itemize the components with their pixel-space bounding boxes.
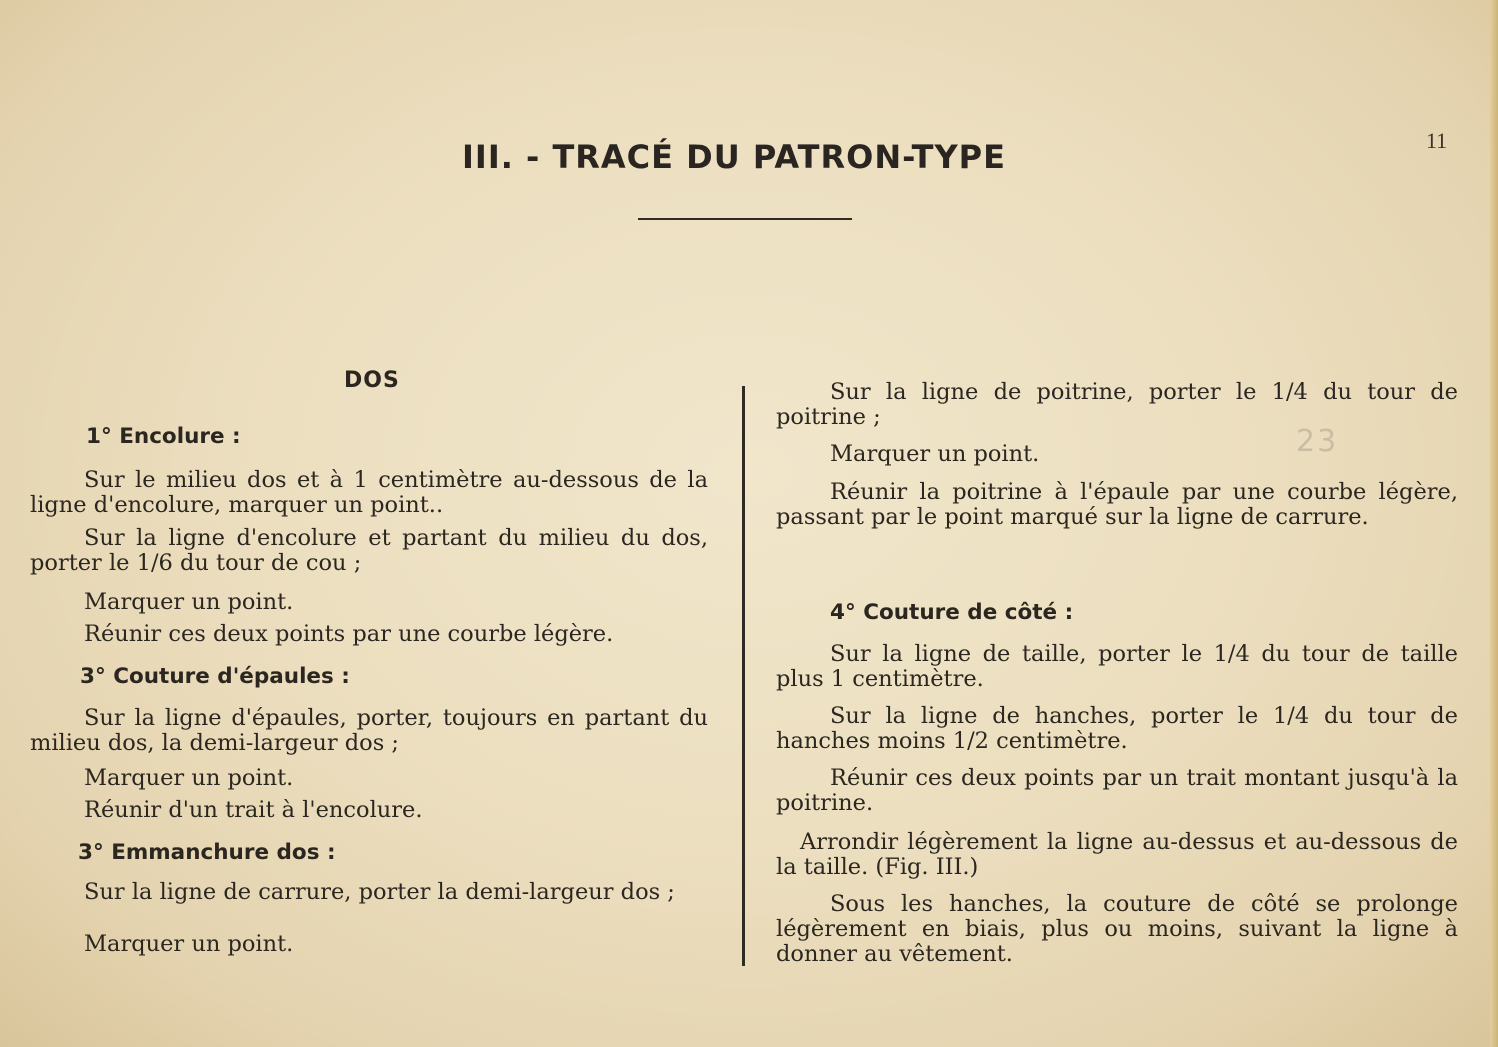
title-underline — [638, 218, 852, 220]
paragraph: Marquer un point. — [84, 765, 294, 791]
pencil-annotation: 23 — [1296, 424, 1339, 459]
heading-encolure: 1° Encolure : — [86, 424, 241, 449]
column-divider — [742, 386, 745, 966]
chapter-title: III. - TRACÉ DU PATRON-TYPE — [462, 138, 1006, 176]
paragraph: Sur la ligne de taille, porter le 1/4 du tour de taille plus 1 centimètre. — [776, 641, 1458, 692]
paragraph: Marquer un point. — [84, 931, 294, 957]
paragraph: Marquer un point. — [84, 589, 294, 615]
paragraph: Marquer un point. — [830, 441, 1040, 467]
paragraph: Arrondir légèrement la ligne au-dessus et au-dessous de la taille. (Fig. III.) — [776, 829, 1458, 880]
paragraph: Sous les hanches, la couture de côté se prolonge légèrement en biais, plus ou moins, suivant la ligne à donner au vêtement. — [776, 891, 1458, 967]
heading-emmanchure-dos: 3° Emmanchure dos : — [78, 840, 336, 865]
paragraph: Réunir ces deux points par un trait montant jusqu'à la poitrine. — [776, 765, 1458, 816]
paragraph: Sur la ligne de poitrine, porter le 1/4 du tour de poitrine ; — [776, 379, 1458, 430]
paragraph: Sur la ligne de hanches, porter le 1/4 du tour de hanches moins 1/2 centimètre. — [776, 703, 1458, 754]
page-edge — [1490, 0, 1498, 1047]
heading-couture-cote: 4° Couture de côté : — [830, 600, 1074, 625]
heading-couture-epaules: 3° Couture d'épaules : — [80, 664, 350, 689]
paragraph: Sur la ligne d'encolure et partant du milieu du dos, porter le 1/6 du tour de cou ; — [30, 525, 708, 576]
paragraph: Sur la ligne d'épaules, porter, toujours en partant du milieu dos, la demi-largeur dos ; — [30, 705, 708, 756]
paragraph: Sur la ligne de carrure, porter la demi-largeur dos ; — [84, 879, 675, 905]
page-number: 11 — [1426, 128, 1448, 153]
paragraph: Sur le milieu dos et à 1 centimètre au-dessous de la ligne d'encolure, marquer un point.. — [30, 467, 708, 518]
paragraph: Réunir d'un trait à l'encolure. — [84, 797, 423, 823]
paragraph: Réunir la poitrine à l'épaule par une courbe légère, passant par le point marqué sur la ligne de carrure. — [776, 479, 1458, 530]
paragraph: Réunir ces deux points par une courbe légère. — [84, 621, 614, 647]
section-title: DOS — [344, 368, 400, 393]
